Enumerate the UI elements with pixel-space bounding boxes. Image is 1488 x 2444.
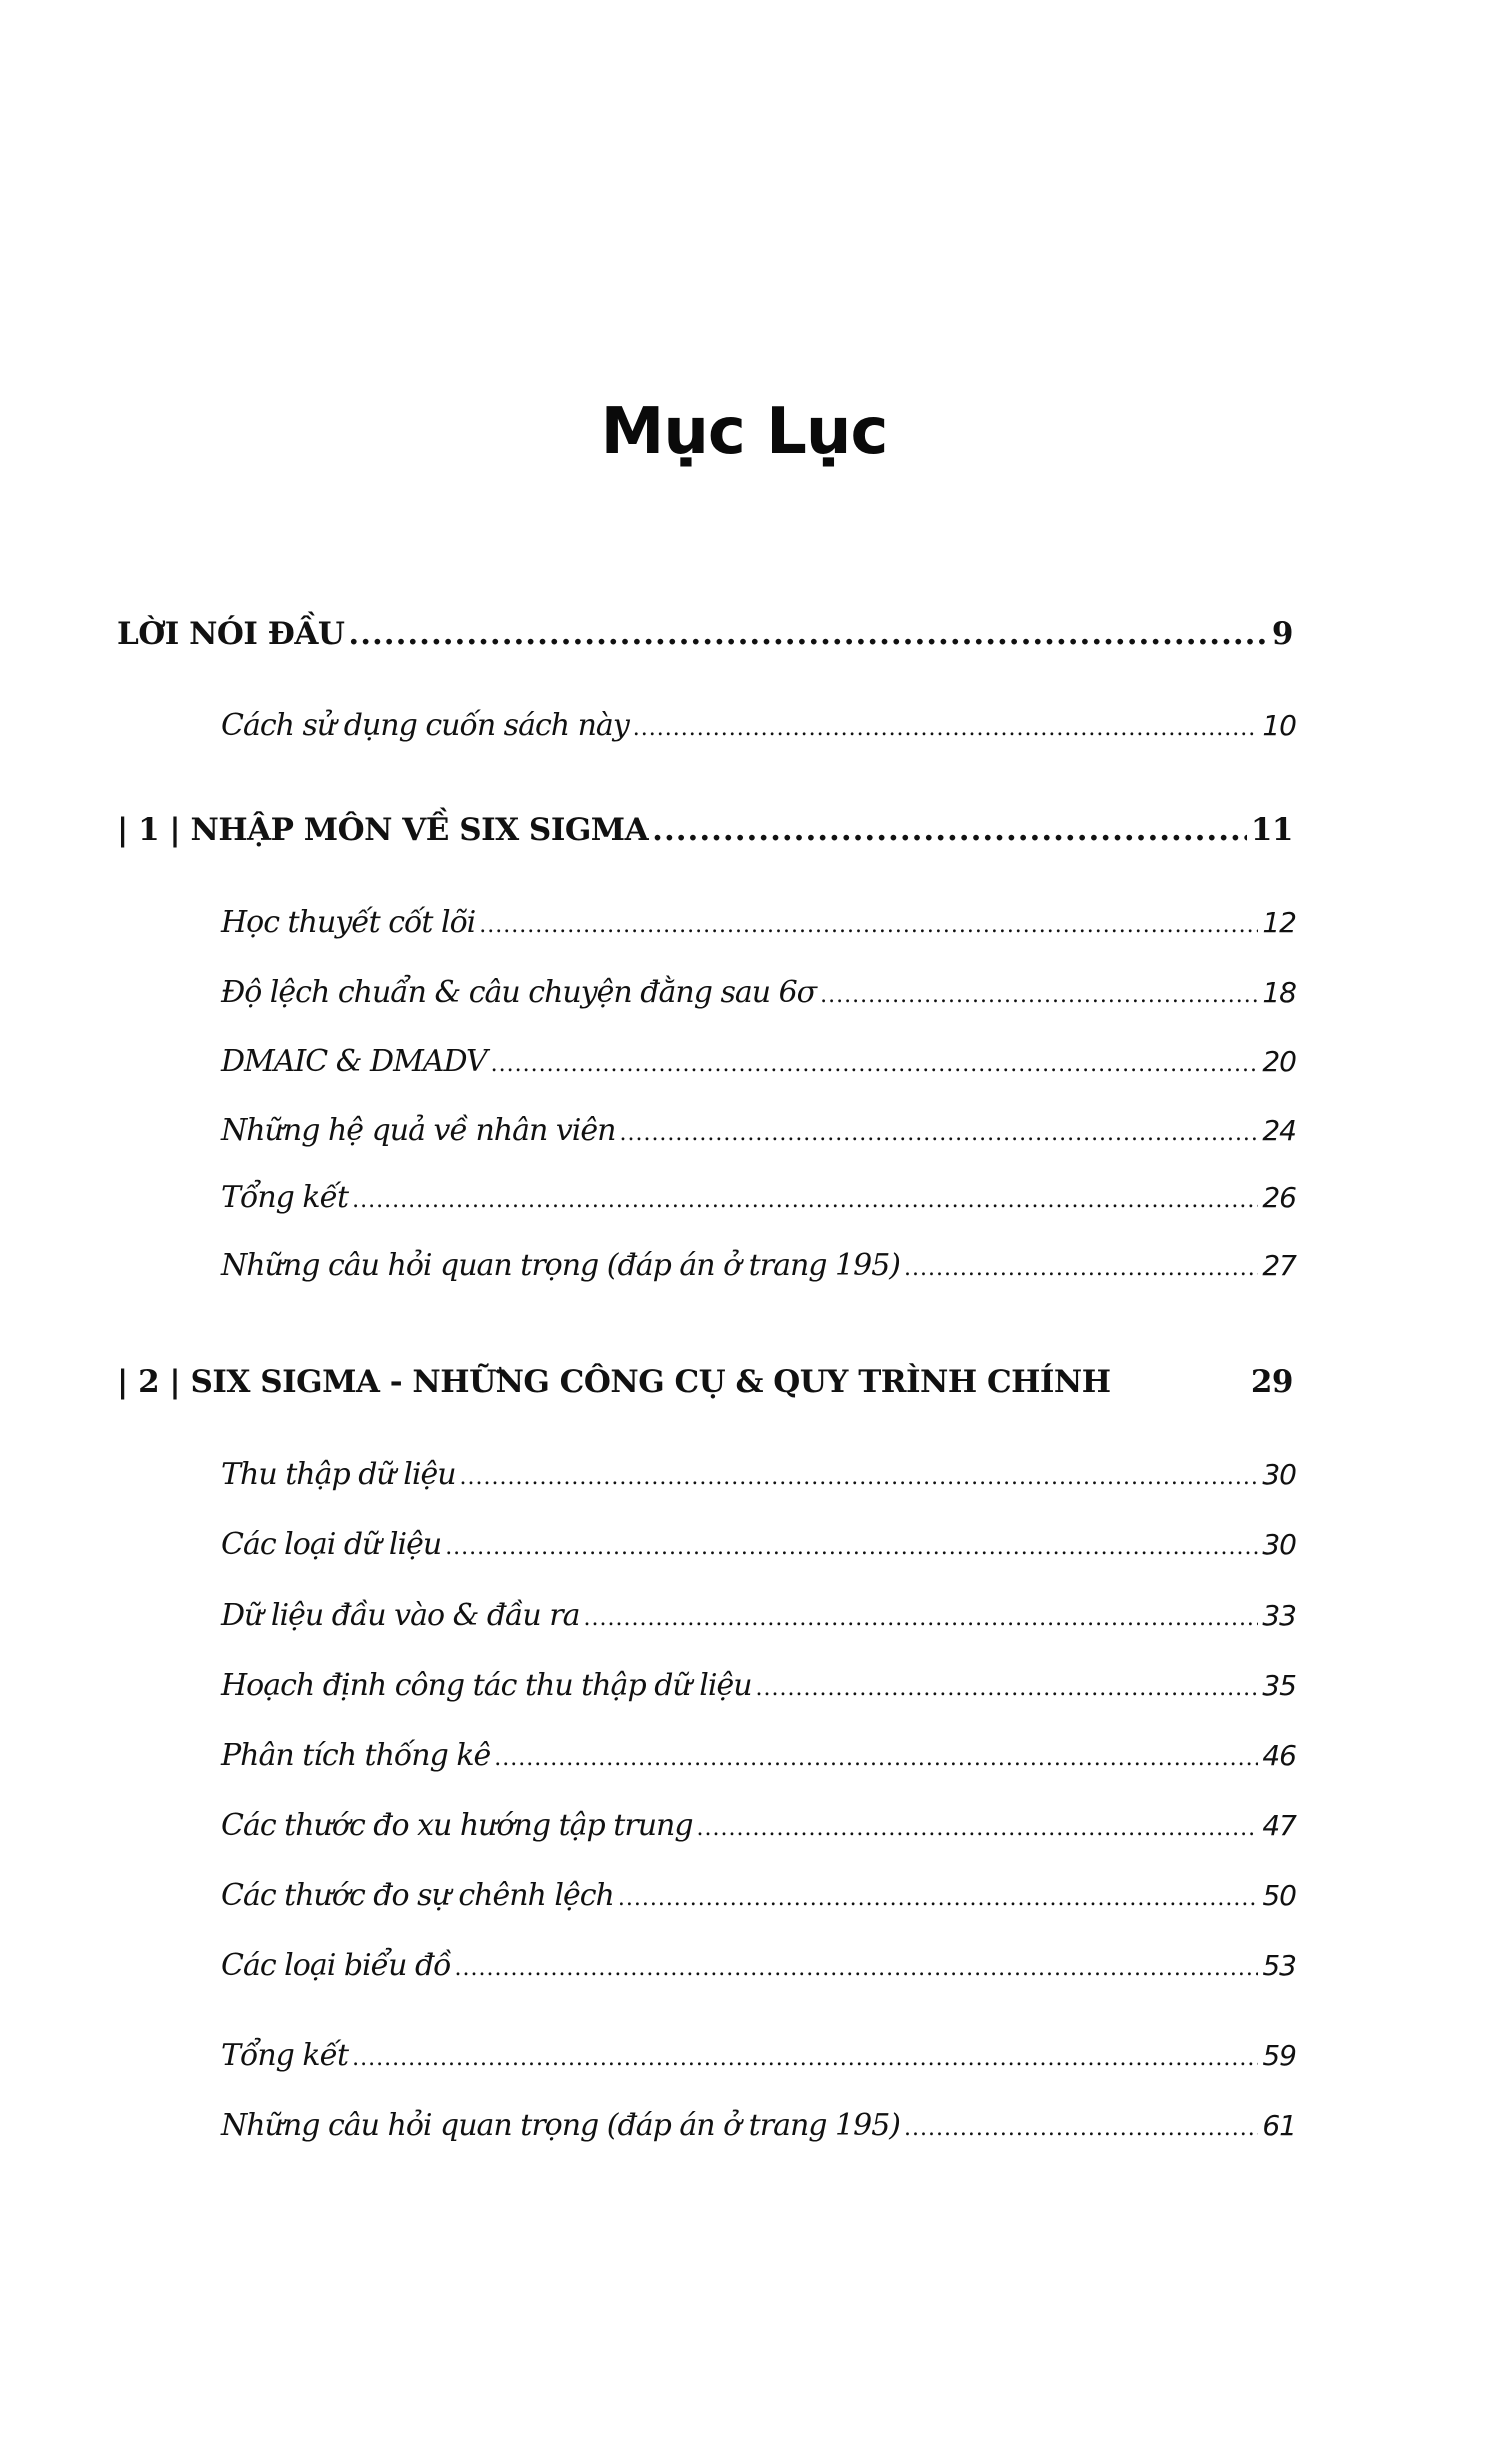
dot-leader bbox=[820, 983, 1258, 1008]
entry-title: Dữ liệu đầu vào & đầu ra bbox=[221, 1598, 580, 1633]
toc-section-entry bbox=[221, 708, 1296, 752]
dot-leader bbox=[479, 913, 1258, 938]
page-number: 61 bbox=[1262, 2109, 1296, 2142]
toc-section-entry bbox=[221, 1738, 1296, 1782]
toc-section-entry bbox=[221, 2038, 1296, 2082]
entry-title: Tổng kết bbox=[221, 2038, 349, 2073]
page-number: 26 bbox=[1262, 1181, 1296, 1214]
entry-title: Các thước đo sự chênh lệch bbox=[221, 1878, 614, 1913]
toc-section-entry bbox=[221, 1180, 1296, 1224]
toc-section-entry bbox=[221, 1527, 1296, 1571]
toc-section-entry bbox=[221, 2108, 1296, 2152]
dot-leader bbox=[455, 1956, 1259, 1981]
dot-leader bbox=[904, 2116, 1258, 2141]
page-number: 10 bbox=[1262, 709, 1296, 742]
entry-title: Cách sử dụng cuốn sách này bbox=[221, 708, 629, 743]
page-number: 11 bbox=[1250, 812, 1293, 848]
entry-title: | 1 | NHẬP MÔN VỀ SIX SIGMA bbox=[117, 812, 649, 848]
page-number: 46 bbox=[1262, 1739, 1296, 1772]
entry-title: Tổng kết bbox=[221, 1180, 349, 1215]
page-number: 20 bbox=[1262, 1045, 1296, 1078]
dot-leader bbox=[618, 1886, 1259, 1911]
page-number: 24 bbox=[1262, 1114, 1296, 1147]
dot-leader bbox=[697, 1816, 1259, 1841]
page-number: 30 bbox=[1262, 1458, 1296, 1491]
page-number: 29 bbox=[1250, 1364, 1293, 1400]
entry-title: Các loại biểu đồ bbox=[221, 1948, 451, 1983]
toc-section-entry bbox=[221, 1878, 1296, 1922]
page-title: Mục Lục bbox=[600, 395, 888, 469]
toc-chapter-entry bbox=[117, 812, 1293, 856]
dot-leader bbox=[633, 716, 1259, 741]
entry-title: Học thuyết cốt lõi bbox=[221, 905, 476, 940]
entry-title: Những câu hỏi quan trọng (đáp án ở trang 195) bbox=[221, 2108, 900, 2143]
page-number: 59 bbox=[1262, 2039, 1296, 2072]
dot-leader bbox=[460, 1465, 1259, 1490]
dot-leader bbox=[445, 1535, 1258, 1560]
dot-leader bbox=[352, 2046, 1258, 2071]
toc-section-entry bbox=[221, 1808, 1296, 1852]
toc-section-entry bbox=[221, 1457, 1296, 1501]
page-number: 30 bbox=[1262, 1528, 1296, 1561]
page-number: 53 bbox=[1262, 1949, 1296, 1982]
entry-title: Những hệ quả về nhân viên bbox=[221, 1113, 616, 1148]
dot-leader bbox=[619, 1121, 1258, 1146]
page-number: 12 bbox=[1262, 906, 1296, 939]
entry-title: Hoạch định công tác thu thập dữ liệu bbox=[221, 1668, 752, 1703]
toc-section-entry bbox=[221, 1113, 1296, 1157]
page-number: 9 bbox=[1271, 616, 1293, 652]
page-number: 33 bbox=[1262, 1599, 1296, 1632]
entry-title: LỜI NÓI ĐẦU bbox=[117, 616, 345, 652]
toc-section-entry bbox=[221, 975, 1296, 1019]
entry-title: | 2 | SIX SIGMA - NHỮNG CÔNG CỤ & QUY TRÌNH CHÍNH bbox=[117, 1364, 1111, 1400]
entry-title: Phân tích thống kê bbox=[221, 1738, 491, 1773]
dot-leader bbox=[494, 1746, 1258, 1771]
entry-title: DMAIC & DMADV bbox=[221, 1044, 487, 1079]
toc-chapter-entry bbox=[117, 616, 1293, 660]
entry-title: Các thước đo xu hướng tập trung bbox=[221, 1808, 693, 1843]
toc-section-entry bbox=[221, 1248, 1296, 1292]
entry-title: Thu thập dữ liệu bbox=[221, 1457, 456, 1492]
toc-section-entry bbox=[221, 905, 1296, 949]
dot-leader bbox=[491, 1052, 1259, 1077]
dot-leader bbox=[352, 1188, 1258, 1213]
entry-title: Độ lệch chuẩn & câu chuyện đằng sau 6σ bbox=[221, 975, 817, 1010]
page-number: 47 bbox=[1262, 1809, 1296, 1842]
page-number: 18 bbox=[1262, 976, 1296, 1009]
dot-leader bbox=[584, 1606, 1259, 1631]
page-number: 50 bbox=[1262, 1879, 1296, 1912]
dot-leader bbox=[904, 1256, 1258, 1281]
toc-section-entry bbox=[221, 1598, 1296, 1642]
dot-leader bbox=[756, 1676, 1259, 1701]
dot-leader bbox=[652, 812, 1247, 848]
toc-chapter-entry bbox=[117, 1364, 1293, 1408]
toc-section-entry bbox=[221, 1044, 1296, 1088]
dot-leader bbox=[348, 616, 1268, 652]
page-number: 35 bbox=[1262, 1669, 1296, 1702]
entry-title: Những câu hỏi quan trọng (đáp án ở trang 195) bbox=[221, 1248, 900, 1283]
toc-section-entry bbox=[221, 1668, 1296, 1712]
toc-section-entry bbox=[221, 1948, 1296, 1992]
page-number: 27 bbox=[1262, 1249, 1296, 1282]
entry-title: Các loại dữ liệu bbox=[221, 1527, 442, 1562]
